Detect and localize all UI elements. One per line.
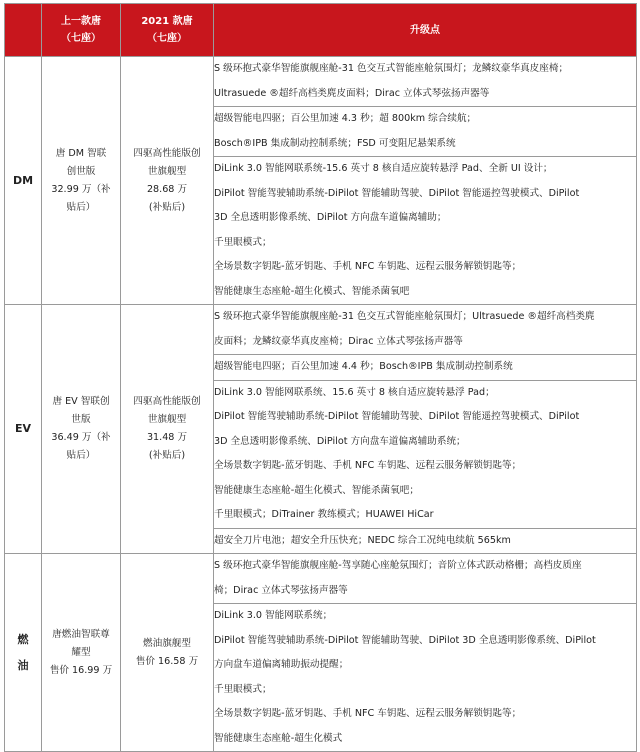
prev-model-cell [42,554,121,752]
spec-comparison-table [4,3,637,752]
header-cur-line1: 2021 款唐 [141,16,193,27]
upgrade-feature-line: 超级智能电四驱；百公里加速 4.3 秒；超 800km 综合续航； [214,113,477,124]
table-row [5,57,637,107]
upgrade-feature-line: 千里眼模式； [214,236,272,248]
header-blank [5,4,42,57]
powertrain-type [5,305,42,554]
prev-model-line: 创世版 [66,165,96,177]
upgrade-feature-line: 智能健康生态座舱-超生化模式 [214,732,343,744]
cur-model-line: (补贴后) [148,201,186,213]
prev-model-line: 唐 DM 智联 [55,147,107,159]
cur-model-line: 燃油旗舰型 [143,637,191,649]
cur-model-cell [121,554,214,752]
upgrade-feature-line: 皮面料；龙鳞纹豪华真皮座椅；Dirac 立体式琴弦扬声器等 [214,335,463,347]
upgrade-feature-line: DiLink 3.0 智能网联系统-15.6 英寸 8 核自适应旋转悬浮 Pad、全新 UI 设计； [214,163,553,174]
cur-model-line: 世旗舰型 [147,165,187,177]
table-row [5,554,637,604]
upgrade-feature-line: DiPilot 智能驾驶辅助系统-DiPilot 智能辅助驾驶、DiPilot 智能遥控驾驶模式、DiPilot [214,187,580,199]
cur-model-line: (补贴后) [148,450,186,461]
cur-model-line: 28.68 万 [146,183,188,195]
upgrade-feature-line: DiLink 3.0 智能网联系统； [214,610,333,621]
header-prev-model [42,4,121,57]
upgrade-feature-line: 全场景数字钥匙-蓝牙钥匙、手机 NFC 车钥匙、远程云服务解锁钥匙等； [214,261,522,272]
upgrade-features-cell [214,157,637,305]
upgrade-features-cell [214,554,637,604]
upgrade-feature-line: Bosch®IPB 集成制动控制系统；FSD 可变阻尼悬架系统 [214,137,456,149]
upgrade-feature-line: 千里眼模式；DiTrainer 教练模式；HUAWEI HiCar [214,509,434,520]
cur-model-line: 四驱高性能版创 [133,396,201,407]
prev-model-line: 贴后） [66,201,96,213]
powertrain-type-label: DM [12,173,34,187]
powertrain-type [5,554,42,752]
upgrade-features-cell [214,528,637,554]
table-row [5,305,637,355]
upgrade-features-cell [214,107,637,157]
prev-model-line: 唐 EV 智联创 [52,396,110,407]
upgrade-features-cell [214,305,637,355]
header-upgrade: 升级点 [214,4,637,57]
header-prev-line1: 上一款唐 [61,16,101,27]
cur-model-cell [121,305,214,554]
prev-model-line: 耀型 [71,646,91,658]
upgrade-feature-line: 3D 全息透明影像系统、DiPilot 方向盘车道偏离辅助系统； [214,435,466,447]
powertrain-type-label: EV [14,422,32,435]
prev-model-line: 唐燃油智联尊 [52,628,110,640]
upgrade-feature-line: 全场景数字钥匙-蓝牙钥匙、手机 NFC 车钥匙、远程云服务解锁钥匙等； [214,708,522,719]
cur-model-line: 四驱高性能版创 [133,147,201,159]
prev-model-line: 世版 [71,414,91,425]
cur-model-cell [121,57,214,305]
upgrade-feature-line: S 级环抱式豪华智能旗舰座舱-31 色交互式智能座舱氛围灯；龙鳞纹豪华真皮座椅； [214,63,569,74]
powertrain-type [5,57,42,305]
prev-model-cell [42,57,121,305]
upgrade-features-cell [214,57,637,107]
upgrade-feature-line: Ultrasuede ®超纤高档类麂皮面料；Dirac 立体式琴弦扬声器等 [214,87,490,99]
upgrade-feature-line: 椅；Dirac 立体式琴弦扬声器等 [214,584,348,596]
upgrade-features-cell [214,355,637,381]
prev-model-line: 售价 16.99 万 [49,664,113,676]
upgrade-feature-line: 方向盘车道偏离辅助振动提醒； [214,659,349,670]
cur-model-line: 售价 16.58 万 [135,655,199,667]
upgrade-feature-line: DiPilot 智能驾驶辅助系统-DiPilot 智能辅助驾驶、DiPilot 智能遥控驾驶模式、DiPilot [214,411,580,422]
upgrade-feature-line: S 级环抱式豪华智能旗舰座舱-31 色交互式智能座舱氛围灯；Ultrasuede ®超纤高档类麂 [214,311,595,322]
prev-model-cell [42,305,121,554]
header-prev-line2: （七座） [61,33,101,44]
header-cur-line2: （七座） [147,33,187,44]
upgrade-features-cell [214,380,637,528]
upgrade-feature-line: 智能健康生态座舱-超生化模式、智能杀菌氧吧； [214,484,419,496]
header-cur-model [121,4,214,57]
upgrade-feature-line: 全场景数字钥匙-蓝牙钥匙、手机 NFC 车钥匙、远程云服务解锁钥匙等； [214,460,522,471]
upgrade-feature-line: 智能健康生态座舱-超生化模式、智能杀菌氧吧 [214,285,410,297]
upgrade-features-cell [214,604,637,752]
powertrain-type-label: 燃 油 [17,632,29,672]
header-row [5,4,637,57]
prev-model-line: 36.49 万（补 [51,432,111,443]
cur-model-line: 31.48 万 [146,432,188,443]
table-body [5,57,637,752]
upgrade-feature-line: 千里眼模式； [214,683,272,695]
upgrade-feature-line: DiPilot 智能驾驶辅助系统-DiPilot 智能辅助驾驶、DiPilot 3D 全息透明影像系统、DiPilot [214,634,596,646]
prev-model-line: 32.99 万（补 [51,183,111,195]
cur-model-line: 世旗舰型 [147,414,187,425]
upgrade-feature-line: 3D 全息透明影像系统、DiPilot 方向盘车道偏离辅助； [214,212,447,223]
upgrade-feature-line: 超安全刀片电池；超安全升压快充；NEDC 综合工况纯电续航 565km [214,534,511,546]
upgrade-feature-line: 超级智能电四驱；百公里加速 4.4 秒；Bosch®IPB 集成制动控制系统 [214,361,513,372]
upgrade-feature-line: S 级环抱式豪华智能旗舰座舱-驾享随心座舱氛围灯；音阶立体式跃动格栅；高档皮质座 [214,560,582,571]
prev-model-line: 贴后） [66,450,96,461]
upgrade-feature-line: DiLink 3.0 智能网联系统、15.6 英寸 8 核自适应旋转悬浮 Pad； [214,386,495,398]
